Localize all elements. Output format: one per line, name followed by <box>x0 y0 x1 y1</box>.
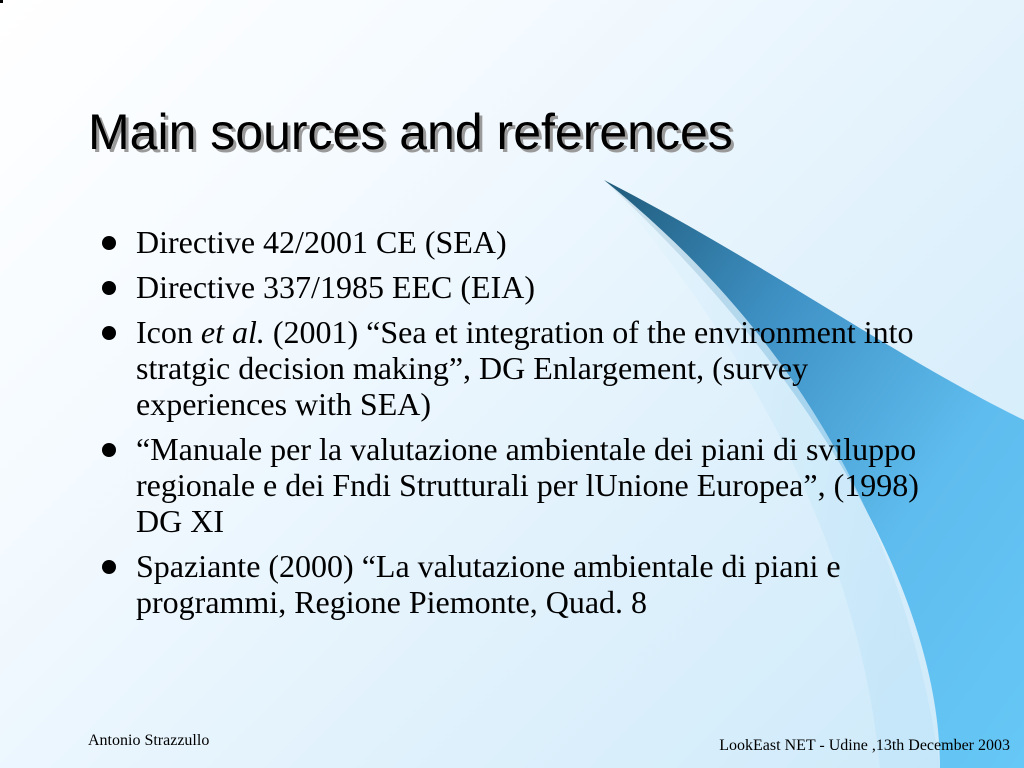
bullet-item <box>100 269 920 305</box>
bullet-text: Directive 42/2001 CE (SEA) <box>136 224 507 260</box>
footer-event: LookEast NET - Udine ,13th December 2003 <box>719 737 1010 754</box>
bullet-text: Icon <box>136 314 201 350</box>
footer-author: Antonio Strazzullo <box>88 732 210 749</box>
bullet-dot-icon <box>102 236 116 250</box>
bullet-dot-icon <box>102 326 116 340</box>
bullet-list <box>100 224 920 629</box>
bullet-text: “Manuale per la valutazione ambientale dei piani di sviluppo regionale e dei Fndi Strutturali per lUnione Europea”, (1998) DG XI <box>136 431 919 539</box>
bullet-dot-icon <box>102 443 116 457</box>
bullet-item <box>100 548 920 620</box>
bullet-text: Directive 337/1985 EEC (EIA) <box>136 269 535 305</box>
bullet-item <box>100 314 920 422</box>
bullet-dot-icon <box>102 281 116 295</box>
bullet-text-italic: et al. <box>200 314 265 350</box>
bullet-dot-icon <box>102 560 116 574</box>
bullet-item <box>100 224 920 260</box>
bullet-text: (2001) “Sea et integration of the environment into stratgic decision making”, DG Enlargement, (survey experiences with SEA) <box>136 314 914 422</box>
bullet-text: Spaziante (2000) “La valutazione ambientale di piani e programmi, Regione Piemonte, Quad. 8 <box>136 548 841 620</box>
bullet-item <box>100 431 920 539</box>
slide-title: Main sources and references <box>88 104 733 160</box>
